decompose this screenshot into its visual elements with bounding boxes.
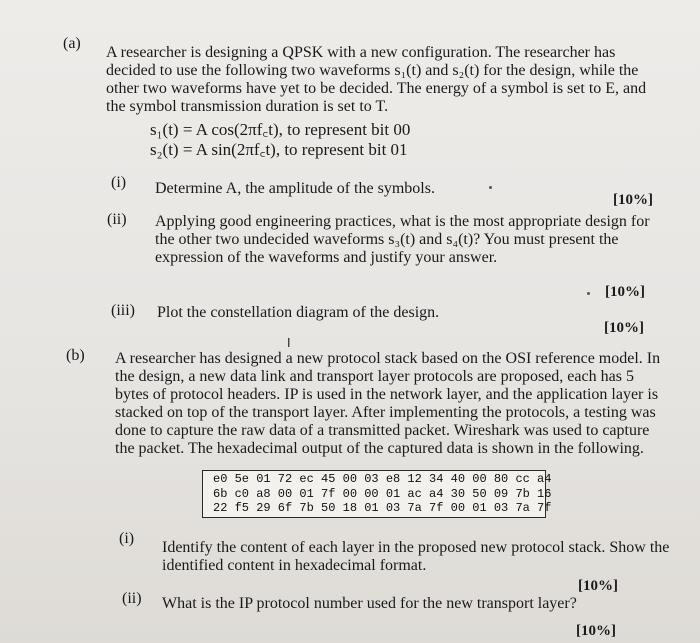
stray-dot-2	[587, 292, 590, 295]
part-b-intro-line-5: done to capture the raw data of a transmitted packet. Wireshark was used to capture	[115, 422, 650, 439]
part-a-q2-line-1: Applying good engineering practices, what is the most appropriate design for	[155, 213, 650, 230]
part-b-q2-label: (ii)	[122, 590, 142, 607]
part-b-intro-line-2: the design, a new data link and transport layer protocols are proposed, each has 5	[115, 368, 634, 385]
hex-dump-box	[202, 470, 552, 518]
part-b-intro-line-4: stacked on top of the transport layer. After implementing the protocols, a testing was	[115, 404, 656, 421]
part-a-q1-text: Determine A, the amplitude of the symbols.	[155, 180, 435, 197]
part-b-label: (b)	[66, 347, 85, 364]
part-b-q1-marks: [10%]	[578, 578, 618, 594]
text-cursor-icon: I	[287, 336, 291, 350]
part-a-intro-line-2: decided to use the following two waveforms s₁(t) and s₂(t) for the design, while the	[106, 62, 639, 79]
part-b-q1-line-1: Identify the content of each layer in the proposed new protocol stack. Show the	[162, 539, 670, 556]
part-a-intro-line-3: other two waveforms have yet to be decided. The energy of a symbol is set to E, and	[106, 80, 647, 97]
part-a-label: (a)	[63, 35, 81, 52]
part-a-q2-line-2: the other two undecided waveforms s₃(t) and s₄(t)? You must present the	[155, 231, 619, 248]
part-a-intro-line-4: the symbol transmission duration is set to T.	[106, 98, 389, 115]
hex-row-2: 6b c0 a8 00 01 7f 00 00 01 ac a4 30 50 09 7b 16	[213, 487, 552, 501]
part-a-q2-marks: [10%]	[605, 284, 645, 300]
part-a-q2-label: (ii)	[107, 211, 127, 228]
equation-s1: s₁(t) = A cos(2πf꜀t), to represent bit 00	[150, 120, 411, 139]
hex-row-1: e0 5e 01 72 ec 45 00 03 e8 12 34 40 00 80 cc a4	[213, 472, 552, 486]
part-b-intro-line-1: A researcher has designed a new protocol stack based on the OSI reference model. In	[115, 350, 661, 367]
part-b-intro-line-6: the packet. The hexadecimal output of the captured data is shown in the following.	[115, 440, 644, 457]
part-a-q1-label: (i)	[111, 174, 127, 191]
part-b-q2-marks: [10%]	[576, 623, 616, 639]
part-a-q2-line-3: expression of the waveforms and justify your answer.	[155, 249, 498, 266]
part-a-q3-label: (iii)	[111, 302, 135, 319]
part-b-q1-label: (i)	[119, 530, 135, 547]
part-a-q3-marks: [10%]	[604, 320, 644, 336]
part-b-intro-line-3: bytes of protocol headers. IP is used in the network layer, and the application layer is	[115, 386, 659, 403]
part-b-q2-text: What is the IP protocol number used for the new transport layer?	[162, 595, 577, 612]
part-a-intro-line-1: A researcher is designing a QPSK with a new configuration. The researcher has	[106, 44, 616, 61]
equation-s2: s₂(t) = A sin(2πf꜀t), to represent bit 01	[150, 140, 408, 159]
stray-dot	[489, 186, 492, 189]
hex-row-3: 22 f5 29 6f 7b 50 18 01 03 7a 7f 00 01 03 7a 7f	[213, 501, 552, 515]
part-a-q3-text: Plot the constellation diagram of the design.	[157, 304, 440, 321]
part-b-q1-line-2: identified content in hexadecimal format.	[162, 557, 427, 574]
part-a-q1-marks: [10%]	[613, 192, 653, 208]
